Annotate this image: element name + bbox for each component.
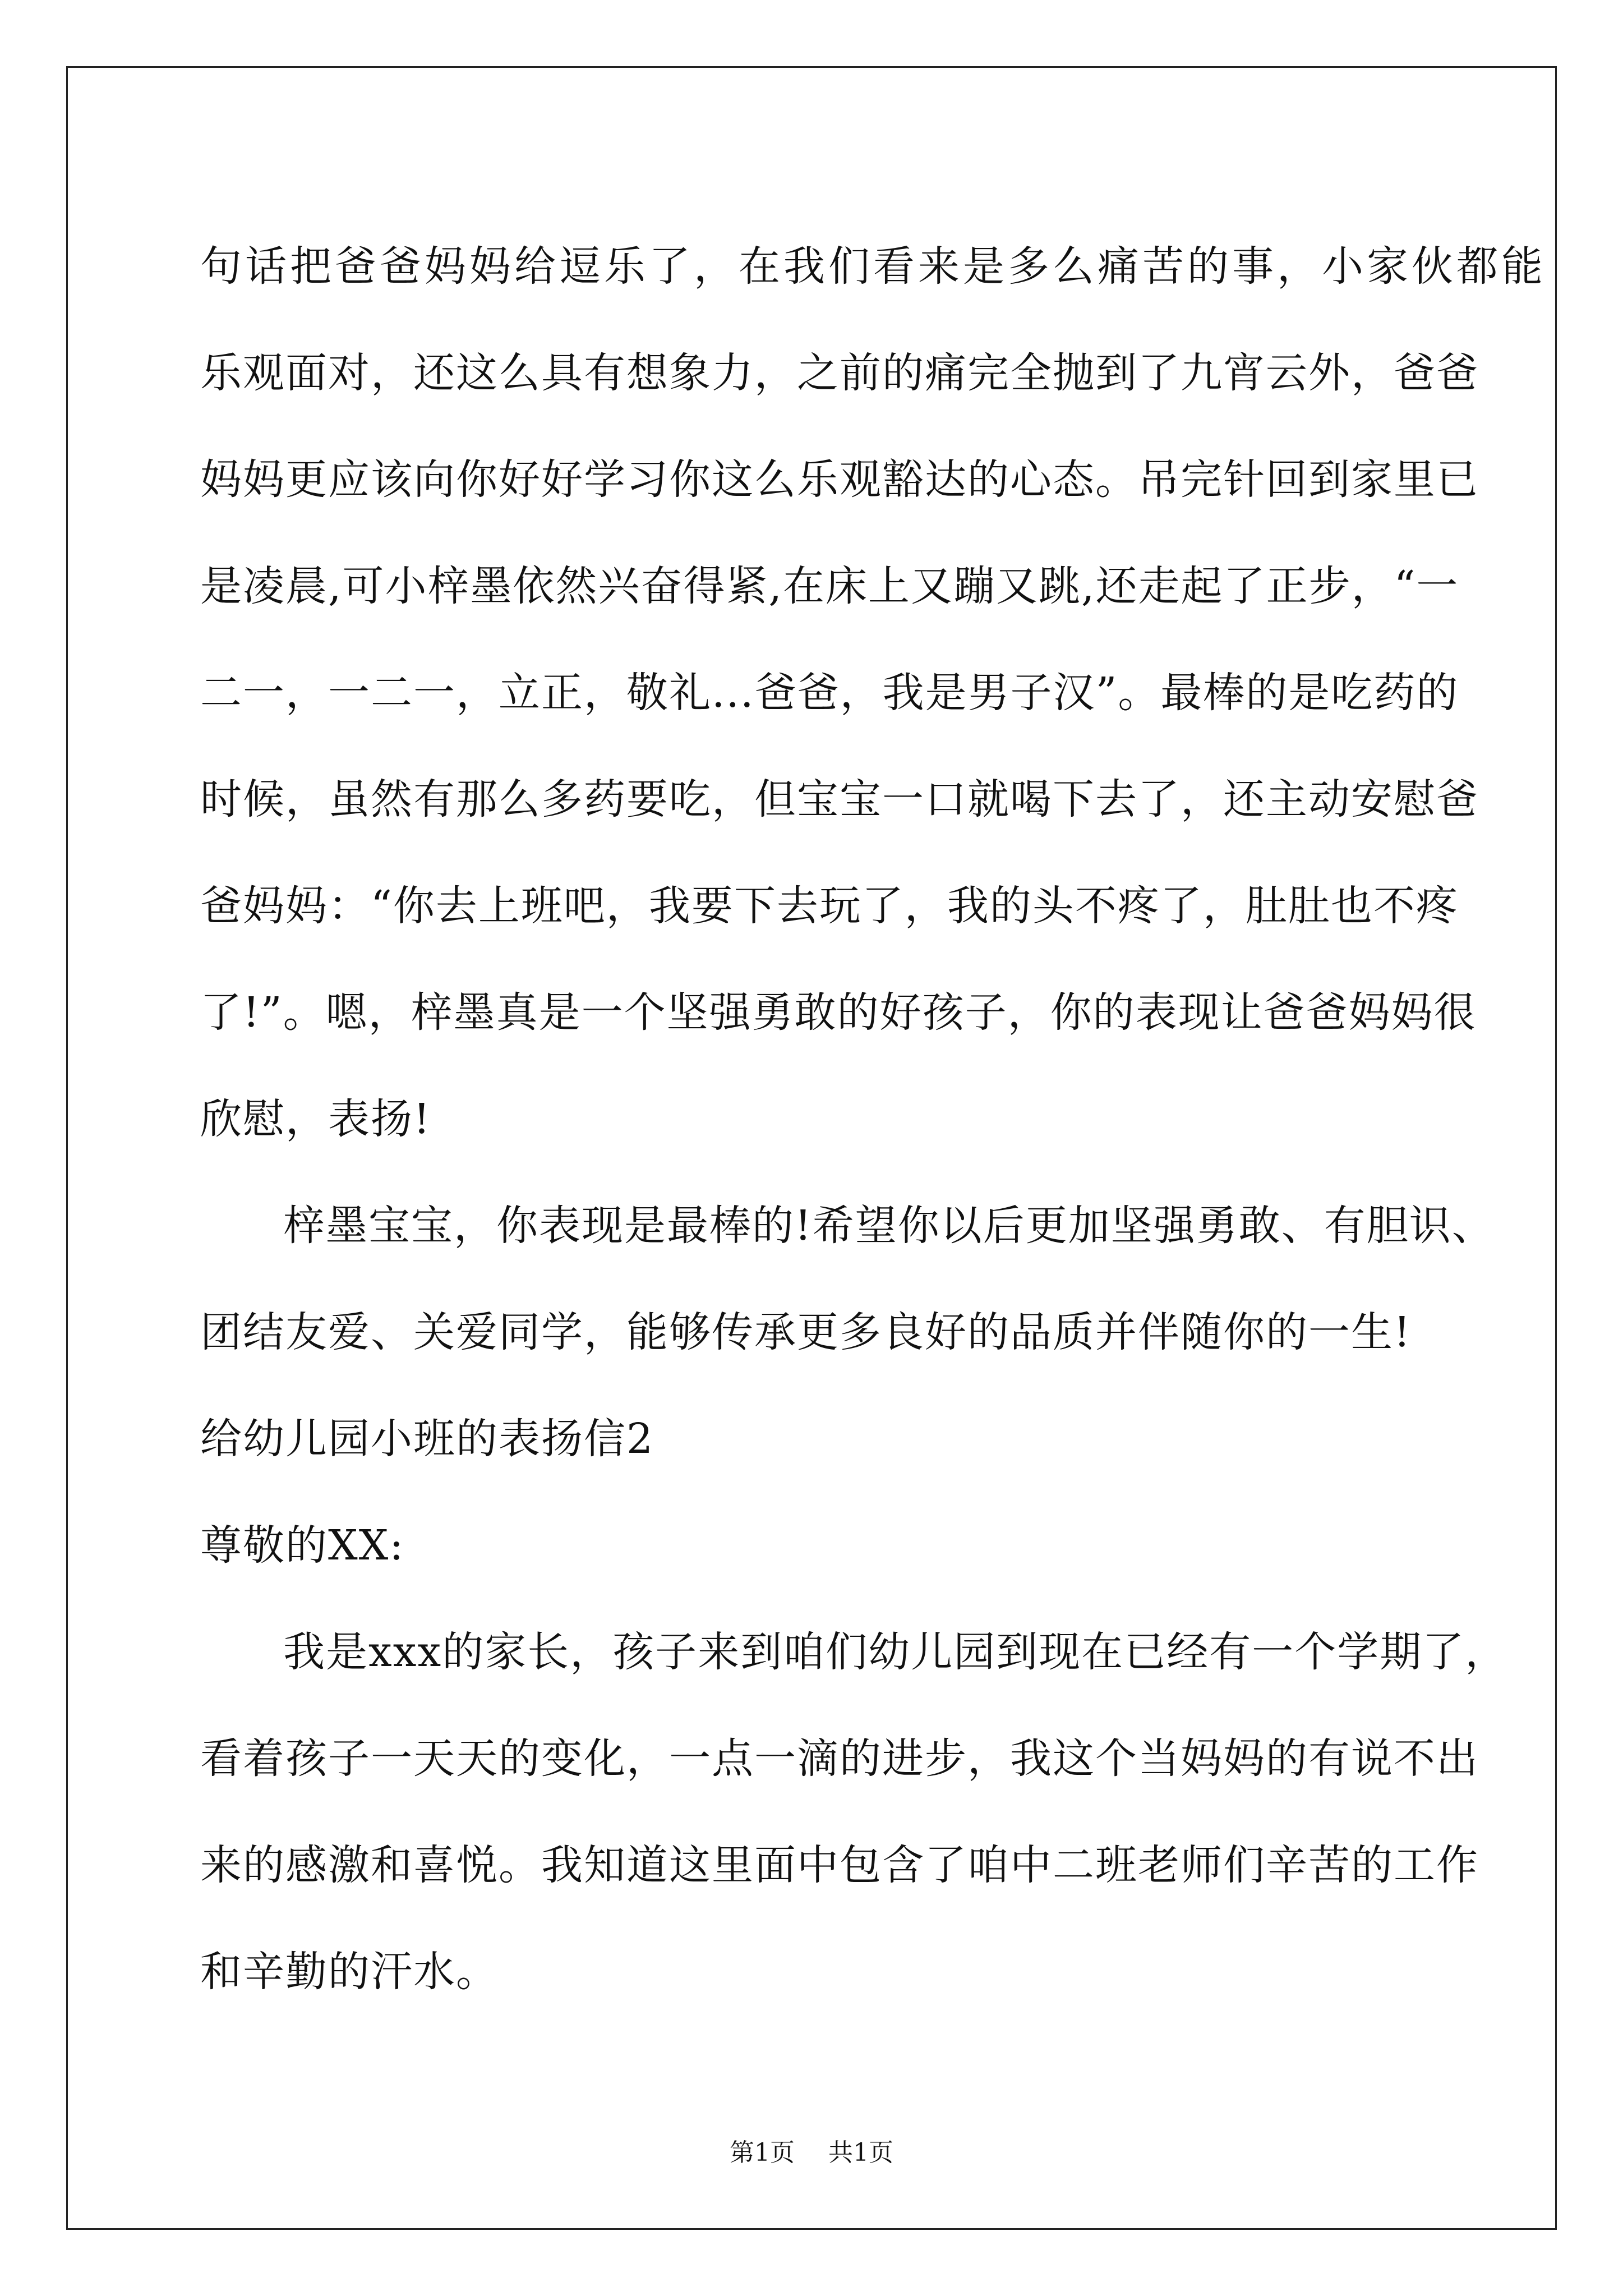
salutation: 尊敬的XX: <box>200 1521 405 1570</box>
paragraph-first-line: 梓墨宝宝，你表现是最棒的!希望你以后更加坚强勇敢、有胆识、 <box>283 1202 1495 1250</box>
text-line: 时候，虽然有那么多药要吃，但宝宝一口就喝下去了，还主动安慰爸 <box>200 775 1479 823</box>
paragraph-first-line: 我是xxx的家长，孩子来到咱们幼儿园到现在已经有一个学期了， <box>283 1628 1508 1676</box>
text-line: 句话把爸爸妈妈给逗乐了，在我们看来是多么痛苦的事，小家伙都能 <box>200 242 1546 291</box>
text-line: 是凌晨,可小梓墨依然兴奋得紧,在床上又蹦又跳,还走起了正步，“一 <box>200 562 1459 610</box>
text-line: 和辛勤的汗水。 <box>200 1948 499 1996</box>
text-line: 二一，一二一，立正，敬礼...爸爸，我是男子汉”。最棒的是吃药的 <box>200 669 1459 717</box>
page-footer <box>0 2136 1623 2170</box>
text-line: 了!”。嗯，梓墨真是一个坚强勇敢的好孩子，你的表现让爸爸妈妈很 <box>200 988 1477 1037</box>
text-line: 看着孩子一天天的变化，一点一滴的进步，我这个当妈妈的有说不出 <box>200 1734 1479 1783</box>
text-line: 爸妈妈：“你去上班吧，我要下去玩了，我的头不疼了，肚肚也不疼 <box>200 882 1459 930</box>
text-line: 团结友爱、关爱同学，能够传承更多良好的品质并伴随你的一生! <box>200 1308 1412 1356</box>
section-heading: 给幼儿园小班的表扬信2 <box>200 1415 654 1463</box>
page-number: 第1页 <box>730 2138 795 2167</box>
text-line: 妈妈更应该向你好好学习你这么乐观豁达的心态。吊完针回到家里已 <box>200 455 1479 504</box>
document-body <box>200 213 1546 2025</box>
text-line: 乐观面对，还这么具有想象力，之前的痛完全抛到了九宵云外，爸爸 <box>200 349 1479 397</box>
text-line: 欣慰，表扬! <box>200 1095 431 1143</box>
text-line: 来的感激和喜悦。我知道这里面中包含了咱中二班老师们辛苦的工作 <box>200 1841 1479 1889</box>
page-total: 共1页 <box>828 2138 893 2167</box>
